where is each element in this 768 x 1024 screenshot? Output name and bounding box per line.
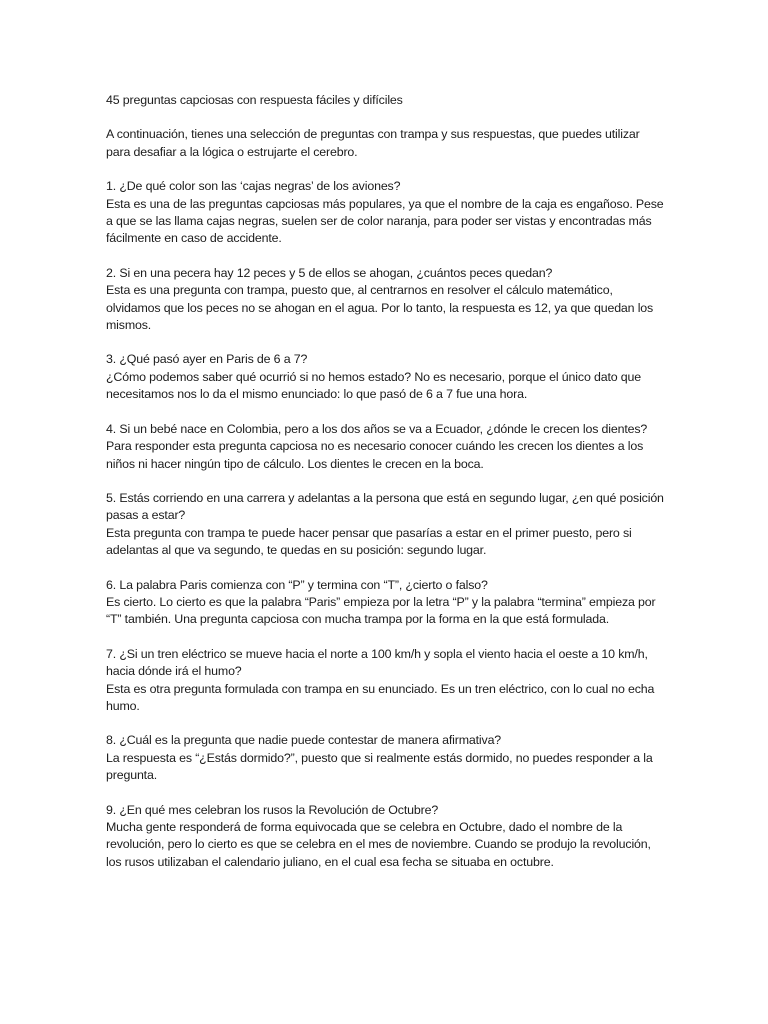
document-title: 45 preguntas capciosas con respuesta fáciles y difíciles [106, 93, 403, 107]
question-text: 7. ¿Si un tren eléctrico se mueve hacia el norte a 100 km/h y sopla el viento hacia el oeste a 10 km/h, hacia dónde irá el humo? [106, 646, 648, 679]
answer-text: Esta es una pregunta con trampa, puesto que, al centrarnos en resolver el cálculo matemático, olvidamos que los peces no se ahogan en el agua. Por lo tanto, la respuesta es 12, ya que quedan los mismos. [106, 283, 654, 333]
answer-text: La respuesta es “¿Estás dormido?”, puesto que si realmente estás dormido, no puedes responder a la pregunta. [106, 750, 653, 783]
answer-text: Esta es otra pregunta formulada con trampa en su enunciado. Es un tren eléctrico, con lo cual no echa humo. [106, 681, 655, 713]
qa-item [106, 421, 666, 473]
answer-text: Es cierto. Lo cierto es que la palabra “Paris” empieza por la letra “P” y la palabra “termina” empieza por “T” también. Una pregunta capciosa con mucha trampa por la forma en la que está formulada. [106, 594, 656, 627]
question-text: 3. ¿Qué pasó ayer en Paris de 6 a 7? [106, 352, 308, 367]
answer-text: Mucha gente responderá de forma equivocada que se celebra en Octubre, dado el nombre de la revolución, pero lo cierto es que se celebra en el mes de noviembre. Cuando se produjo la revolución, los rusos utilizaban el calendario juliano, en el cual esa fecha se situaba en octubre. [106, 820, 651, 869]
answer-text: Esta es una de las preguntas capciosas más populares, ya que el nombre de la caja es engañoso. Pese a que se las llama cajas negras, suelen ser de color naranja, para poder ser vistas y encontradas más fácilmente en caso de accidente. [106, 196, 664, 246]
qa-item [106, 265, 666, 335]
qa-item [106, 178, 666, 248]
qa-item [106, 732, 666, 784]
question-text: 2. Si en una pecera hay 12 peces y 5 de ellos se ahogan, ¿cuántos peces quedan? [106, 265, 553, 280]
question-text: 9. ¿En qué mes celebran los rusos la Revolución de Octubre? [106, 802, 439, 817]
question-text: 8. ¿Cuál es la pregunta que nadie puede contestar de manera afirmativa? [106, 733, 502, 748]
question-text: 6. La palabra Paris comienza con “P” y termina con “T”, ¿cierto o falso? [106, 577, 488, 592]
qa-item [106, 490, 666, 560]
question-text: 1. ¿De qué color son las ‘cajas negras’ de los aviones? [106, 179, 401, 194]
question-text: 5. Estás corriendo en una carrera y adelantas a la persona que está en segundo lugar, ¿en qué posición pasas a estar? [106, 490, 664, 523]
qa-item [106, 351, 666, 403]
qa-item [106, 646, 666, 716]
answer-text: ¿Cómo podemos saber qué ocurrió si no hemos estado? No es necesario, porque el único dato que necesitamos nos lo da el mismo enunciado: lo que pasó de 6 a 7 fue una hora. [106, 369, 642, 402]
answer-text: Para responder esta pregunta capciosa no es necesario conocer cuándo les crecen los dientes a los niños ni hacer ningún tipo de cálculo. Los dientes le crecen en la boca. [106, 439, 644, 471]
answer-text: Esta pregunta con trampa te puede hacer pensar que pasarías a estar en el primer puesto, pero si adelantas al que va segundo, te quedas en su posición: segundo lugar. [106, 525, 632, 558]
question-text: 4. Si un bebé nace en Colombia, pero a los dos años se va a Ecuador, ¿dónde le crecen los dientes? [106, 421, 648, 436]
intro-paragraph: A continuación, tienes una selección de preguntas con trampa y sus respuestas, que puedes utilizar para desafiar a la lógica o estrujarte el cerebro. [106, 127, 640, 159]
qa-item [106, 802, 666, 872]
qa-item [106, 577, 666, 629]
document-page [106, 92, 666, 888]
